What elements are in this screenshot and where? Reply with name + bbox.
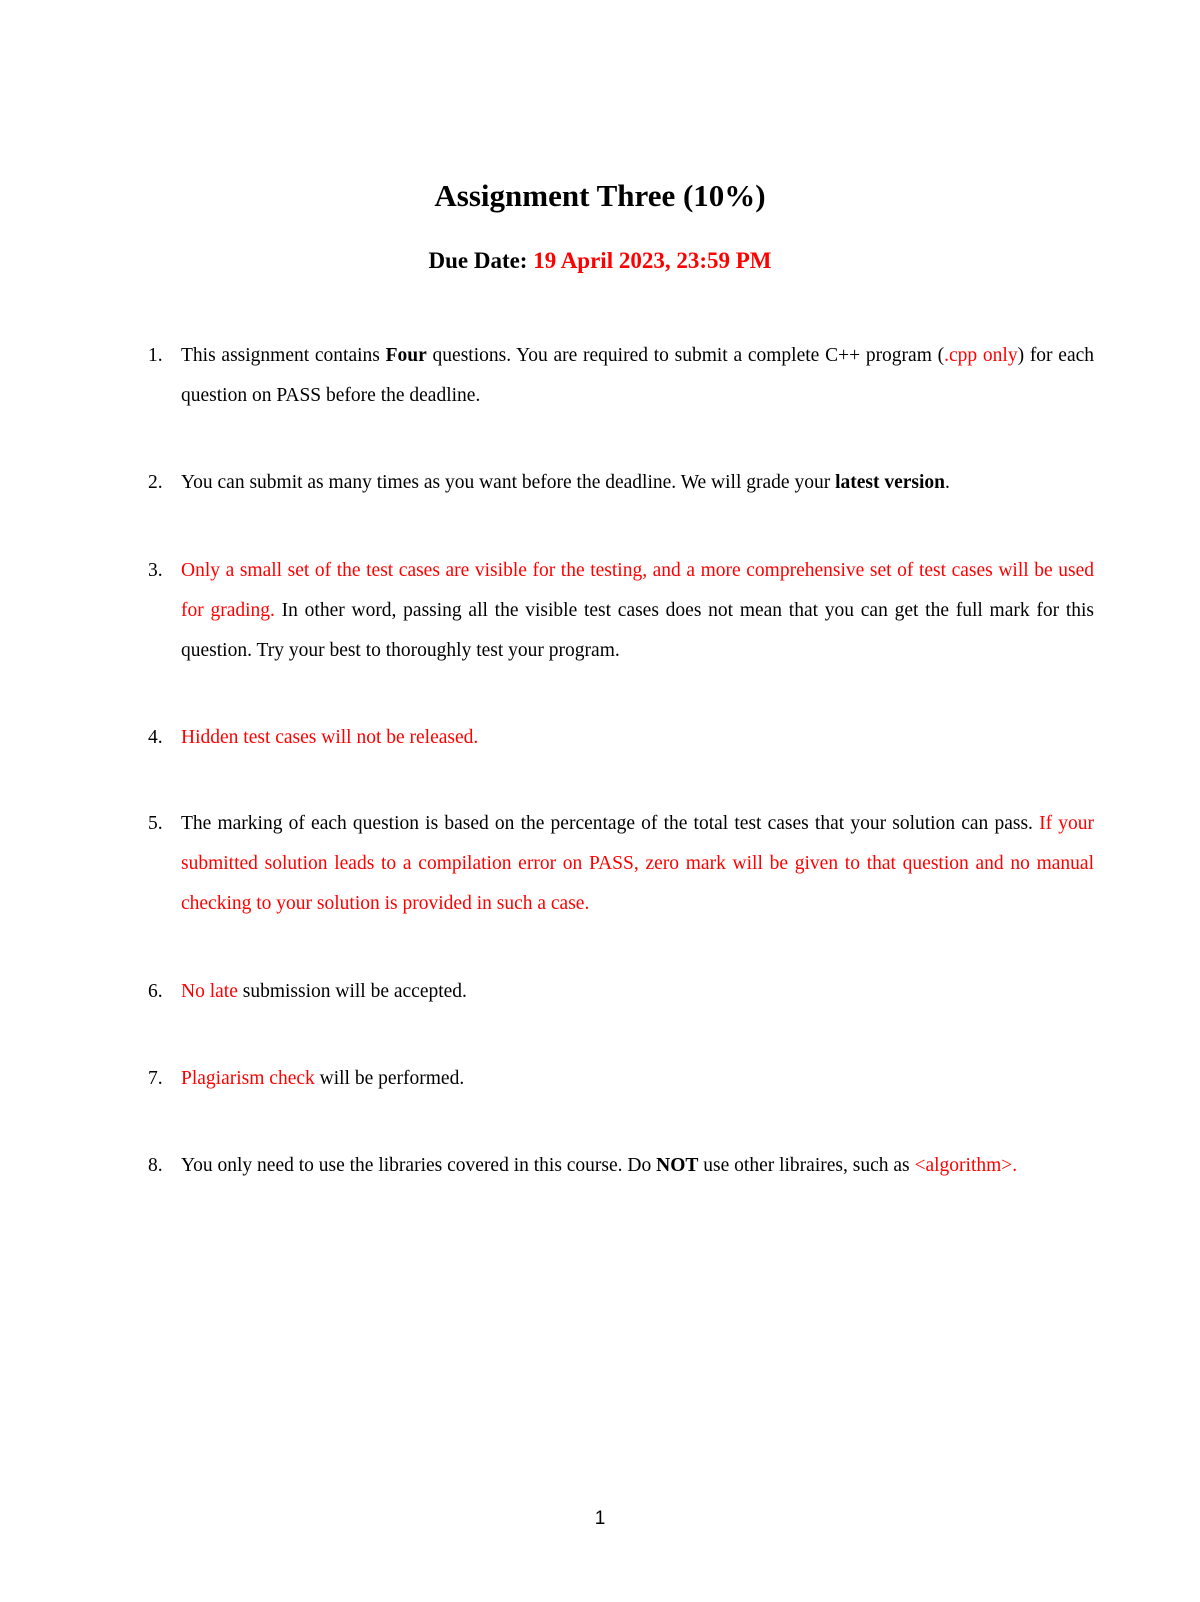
emphasis-red: Hidden test cases will not be released. bbox=[181, 727, 479, 748]
emphasis-bold: latest version bbox=[835, 472, 946, 493]
list-item-text bbox=[181, 718, 1094, 758]
emphasis-bold: Four bbox=[385, 345, 427, 366]
emphasis-bold: NOT bbox=[656, 1155, 699, 1176]
list-item bbox=[148, 463, 1094, 503]
list-item-number: 7. bbox=[148, 1068, 163, 1089]
list-item bbox=[148, 336, 1094, 416]
list-item bbox=[148, 718, 1094, 758]
emphasis-red: If your submitted solution leads to a compilation error on PASS, zero mark will be given to that question and no manual checking to your solution is provided in such a case. bbox=[181, 813, 1095, 914]
emphasis-red: Plagiarism check bbox=[181, 1068, 315, 1089]
list-item-number: 6. bbox=[148, 981, 163, 1002]
list-item bbox=[148, 1146, 1094, 1186]
list-item bbox=[148, 972, 1094, 1012]
document-title: Assignment Three (10%) bbox=[434, 178, 766, 213]
list-item-number: 3. bbox=[148, 560, 163, 581]
due-date-label: Due Date: bbox=[428, 248, 528, 273]
list-item-text: The marking of each question is based on the percentage of the total test cases that your solution can pass. If your submitted solution leads to a compilation error on PASS, zero mark will be given to that question and no manual checking to your solution is provided in such a case. bbox=[181, 813, 1095, 914]
list-item-text: Only a small set of the test cases are visible for the testing, and a more comprehensive set of test cases will be used for grading. In other word, passing all the visible test cases does not mean that you can get the full mark for this question. Try your best to thoroughly test your program. bbox=[181, 560, 1095, 661]
list-item-text: You only need to use the libraries covered in this course. Do NOT use other libraires, such as <algorithm>. bbox=[181, 1155, 1018, 1176]
list-item-text: You can submit as many times as you want before the deadline. We will grade your latest version. bbox=[181, 472, 950, 493]
due-date-value: 19 April 2023, 23:59 PM bbox=[533, 248, 772, 273]
list-item bbox=[148, 1059, 1094, 1099]
due-date-line bbox=[0, 248, 1200, 274]
list-item-number: 2. bbox=[148, 472, 163, 493]
list-item-number: 4. bbox=[148, 727, 163, 748]
list-item-number: 8. bbox=[148, 1155, 163, 1176]
list-item-text: No late submission will be accepted. bbox=[181, 981, 467, 1002]
list-item-text: This assignment contains Four questions. You are required to submit a complete C++ program (.cpp only) for each question on PASS before the deadline. bbox=[181, 345, 1095, 406]
page-number: 1 bbox=[594, 1508, 606, 1529]
emphasis-red: No late bbox=[181, 981, 238, 1002]
list-item-number: 5. bbox=[148, 813, 163, 834]
list-item bbox=[148, 551, 1094, 671]
emphasis-red: <algorithm>. bbox=[914, 1155, 1018, 1176]
list-item-number: 1. bbox=[148, 345, 163, 366]
emphasis-red: Only a small set of the test cases are visible for the testing, and a more comprehensive set of test cases will be used for grading. bbox=[181, 560, 1094, 621]
emphasis-red: .cpp only bbox=[944, 345, 1018, 366]
list-item bbox=[148, 804, 1094, 924]
list-item-text: Plagiarism check will be performed. bbox=[181, 1068, 465, 1089]
